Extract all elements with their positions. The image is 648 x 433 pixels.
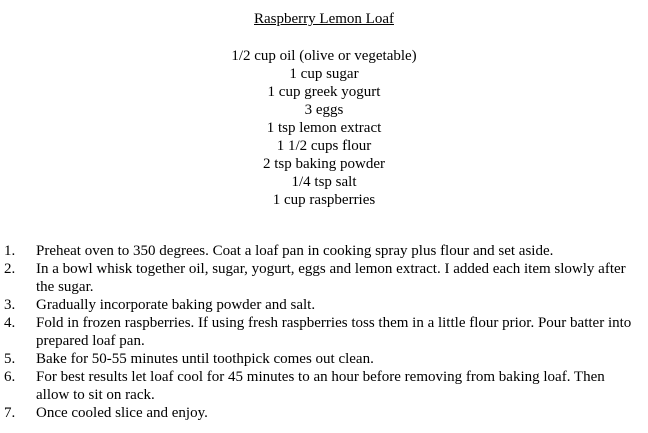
step-text: Fold in frozen raspberries. If using fresh raspberries toss them in a little flour prior. Pour batter into prepared loaf pan. — [36, 315, 632, 349]
ingredient-item: 3 eggs — [304, 102, 344, 118]
instruction-step — [0, 314, 640, 350]
step-number: 7. — [4, 405, 16, 421]
step-text: Bake for 50-55 minutes until toothpick comes out clean. — [36, 351, 374, 367]
step-text: Once cooled slice and enjoy. — [36, 405, 208, 421]
ingredient-item: 2 tsp baking powder — [262, 156, 386, 172]
instruction-step — [0, 404, 640, 422]
step-text: Gradually incorporate baking powder and salt. — [36, 297, 316, 313]
step-number: 5. — [4, 351, 16, 367]
ingredient-item: 1 cup raspberries — [272, 192, 376, 208]
step-number: 1. — [4, 243, 16, 259]
step-text: In a bowl whisk together oil, sugar, yogurt, eggs and lemon extract. I added each item slowly after the sugar. — [36, 261, 626, 295]
step-number: 4. — [4, 315, 16, 331]
instruction-step — [0, 296, 640, 314]
instruction-step — [0, 260, 640, 296]
ingredient-item: 1 cup sugar — [289, 66, 359, 82]
ingredient-item: 1 tsp lemon extract — [266, 120, 382, 136]
ingredient-item: 1 1/2 cups flour — [276, 138, 372, 154]
step-number: 6. — [4, 369, 16, 385]
ingredient-item: 1 cup greek yogurt — [267, 84, 381, 100]
recipe-title: Raspberry Lemon Loaf — [254, 11, 394, 27]
step-text: For best results let loaf cool for 45 minutes to an hour before removing from baking loaf. Then allow to sit on rack. — [36, 369, 605, 403]
ingredient-item: 1/4 tsp salt — [291, 174, 357, 190]
ingredient-item: 1/2 cup oil (olive or vegetable) — [231, 48, 417, 64]
instruction-step — [0, 350, 640, 368]
ingredients-list — [0, 47, 648, 209]
step-text: Preheat oven to 350 degrees. Coat a loaf pan in cooking spray plus flour and set aside. — [36, 243, 554, 259]
instruction-step — [0, 368, 640, 404]
step-number: 2. — [4, 261, 16, 277]
step-number: 3. — [4, 297, 16, 313]
instructions-list — [0, 242, 640, 422]
instruction-step — [0, 242, 640, 260]
